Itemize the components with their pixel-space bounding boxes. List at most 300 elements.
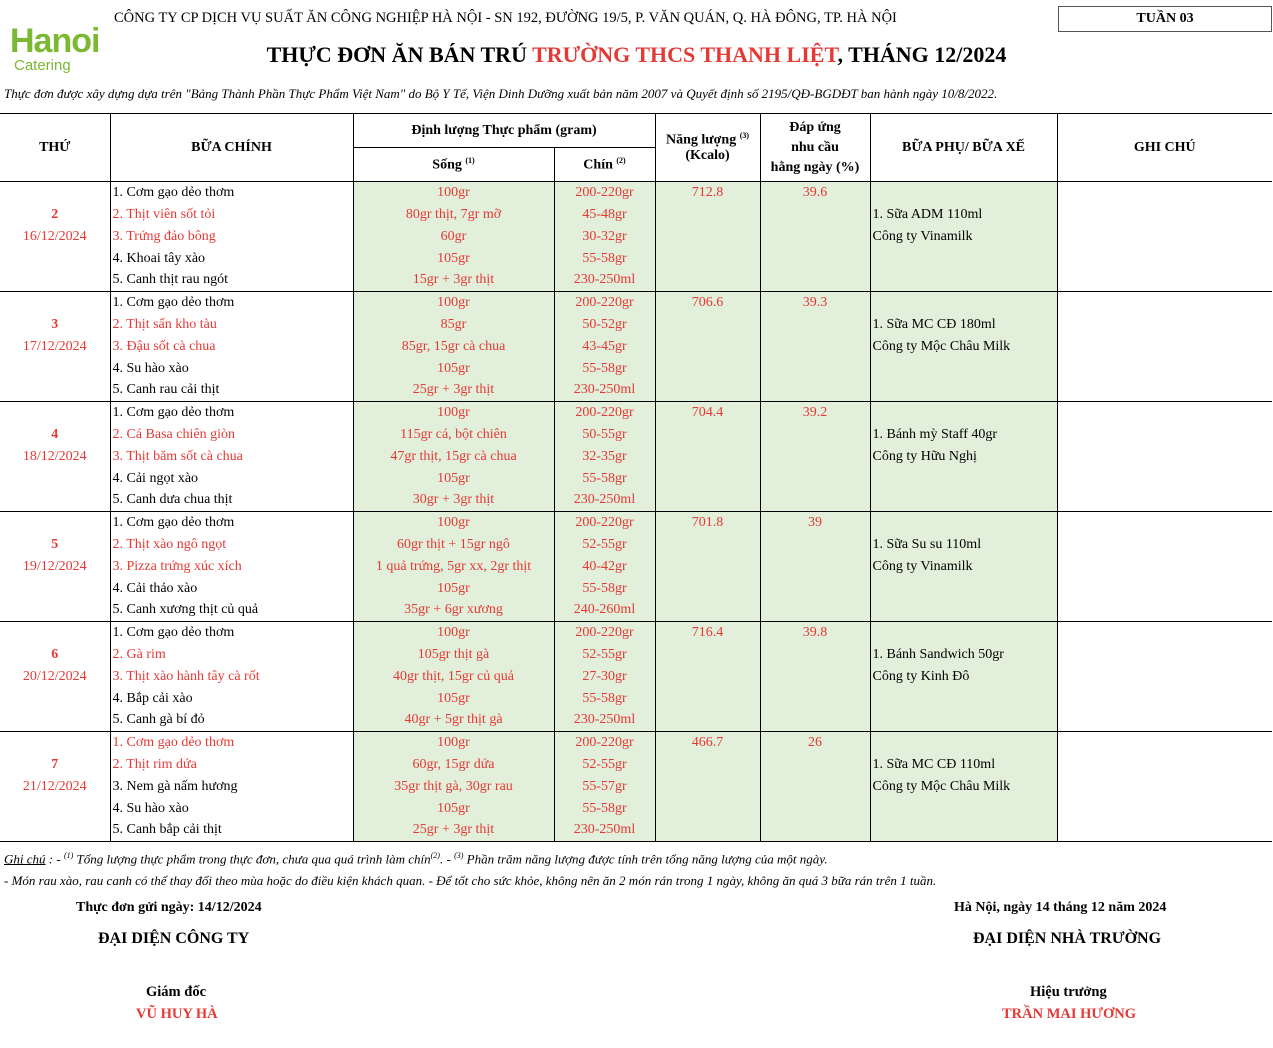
dish-name: 2. Thịt sấn kho tàu (110, 314, 353, 336)
raw-amount: 35gr + 6gr xương (353, 600, 554, 622)
menu-body (0, 182, 1272, 842)
header-chin (554, 148, 655, 182)
cooked-amount: 55-57gr (554, 776, 655, 798)
energy-cell (655, 468, 760, 490)
snack-cell (870, 292, 1057, 314)
menu-row (0, 688, 1272, 710)
note-cell (1057, 644, 1272, 666)
menu-row (0, 292, 1272, 314)
menu-row (0, 534, 1272, 556)
dish-name: 3. Thịt xào hành tây cà rốt (110, 666, 353, 688)
note-cell (1057, 512, 1272, 534)
percent-cell (760, 754, 870, 776)
dish-name: 2. Cá Basa chiên giòn (110, 424, 353, 446)
menu-row (0, 270, 1272, 292)
chin-sup: (2) (616, 155, 626, 165)
day-cell: 19/12/2024 (0, 556, 110, 578)
percent-cell (760, 490, 870, 512)
day-cell (0, 798, 110, 820)
title-month: , THÁNG 12/2024 (837, 42, 1007, 67)
raw-amount: 100gr (353, 732, 554, 754)
day-cell (0, 578, 110, 600)
snack-cell: Công ty Mộc Châu Milk (870, 776, 1057, 798)
raw-amount: 60gr thịt + 15gr ngô (353, 534, 554, 556)
snack-cell (870, 820, 1057, 842)
snack-cell (870, 182, 1057, 204)
raw-amount: 105gr (353, 468, 554, 490)
dish-name: 5. Canh rau cải thịt (110, 380, 353, 402)
ghi-chu-label: Ghi chú (4, 851, 46, 867)
day-cell (0, 732, 110, 754)
percent-cell (760, 776, 870, 798)
percent-cell (760, 248, 870, 270)
menu-row (0, 776, 1272, 798)
logo-subtitle: Catering (14, 57, 71, 74)
percent-cell (760, 534, 870, 556)
note-cell (1057, 600, 1272, 622)
cooked-amount: 32-35gr (554, 446, 655, 468)
snack-cell: Công ty Vinamilk (870, 556, 1057, 578)
percent-cell (760, 666, 870, 688)
note-cell (1057, 754, 1272, 776)
cooked-amount: 27-30gr (554, 666, 655, 688)
dish-name: 3. Đậu sốt cà chua (110, 336, 353, 358)
percent-cell (760, 358, 870, 380)
snack-cell (870, 710, 1057, 732)
percent-cell: 39.2 (760, 402, 870, 424)
menu-row (0, 600, 1272, 622)
day-cell: 4 (0, 424, 110, 446)
dish-name: 4. Cải thảo xào (110, 578, 353, 600)
menu-row (0, 402, 1272, 424)
dish-name: 1. Cơm gạo dẻo thơm (110, 512, 353, 534)
cooked-amount: 50-52gr (554, 314, 655, 336)
snack-cell (870, 688, 1057, 710)
raw-amount: 80gr thịt, 7gr mỡ (353, 204, 554, 226)
energy-cell (655, 248, 760, 270)
day-cell: 7 (0, 754, 110, 776)
raw-amount: 25gr + 3gr thịt (353, 820, 554, 842)
note-cell (1057, 424, 1272, 446)
menu-row (0, 512, 1272, 534)
raw-amount: 100gr (353, 622, 554, 644)
raw-amount: 60gr, 15gr dứa (353, 754, 554, 776)
energy-cell (655, 798, 760, 820)
page-title (0, 42, 1273, 68)
percent-cell (760, 204, 870, 226)
note-cell (1057, 776, 1272, 798)
cooked-amount: 52-55gr (554, 644, 655, 666)
footnote-line-2: - Món rau xào, rau canh có thể thay đổi theo mùa hoặc do điều kiện khách quan. - Để tốt cho sức khỏe, không nên ăn 2 món rán trong 1 ngày, không ăn quá 3 bữa rán trên 1 tuần. (4, 873, 937, 888)
percent-cell (760, 380, 870, 402)
energy-cell (655, 820, 760, 842)
footnote-sup-2: (2) (430, 851, 440, 860)
percent-cell (760, 270, 870, 292)
raw-amount: 30gr + 3gr thịt (353, 490, 554, 512)
snack-cell: 1. Bánh Sandwich 50gr (870, 644, 1057, 666)
cooked-amount: 200-220gr (554, 512, 655, 534)
dish-name: 5. Canh thịt rau ngót (110, 270, 353, 292)
day-cell (0, 292, 110, 314)
snack-cell (870, 732, 1057, 754)
source-note: Thực đơn được xây dựng dựa trên "Bảng Thành Phần Thực Phẩm Việt Nam" do Bộ Y Tế, Viện Dinh Dưỡng xuất bản năm 2007 và Quyết định số 2195/QĐ-BGDĐT ban hành ngày 10/8/2022. (4, 86, 998, 101)
header-dap-ung (760, 114, 870, 182)
snack-cell (870, 578, 1057, 600)
day-cell (0, 270, 110, 292)
raw-amount: 105gr (353, 688, 554, 710)
raw-amount: 40gr thịt, 15gr củ quả (353, 666, 554, 688)
energy-cell (655, 446, 760, 468)
menu-row (0, 578, 1272, 600)
raw-amount: 60gr (353, 226, 554, 248)
company-address: CÔNG TY CP DỊCH VỤ SUẤT ĂN CÔNG NGHIỆP HÀ NỘI - SN 192, ĐƯỜNG 19/5, P. VĂN QUÁN, Q. HÀ ĐÔNG, TP. HÀ NỘI (114, 10, 897, 26)
menu-row (0, 424, 1272, 446)
energy-cell: 701.8 (655, 512, 760, 534)
title-part-1: THỰC ĐƠN ĂN BÁN TRÚ (266, 42, 533, 67)
percent-cell: 39.8 (760, 622, 870, 644)
dish-name: 3. Pizza trứng xúc xích (110, 556, 353, 578)
footnote-text-a: Tổng lượng thực phẩm trong thực đơn, chưa qua quá trình làm chín (73, 851, 431, 867)
dish-name: 3. Thịt băm sốt cà chua (110, 446, 353, 468)
cooked-amount: 240-260ml (554, 600, 655, 622)
snack-cell (870, 402, 1057, 424)
energy-cell: 466.7 (655, 732, 760, 754)
raw-amount: 85gr (353, 314, 554, 336)
dish-name: 2. Gà rim (110, 644, 353, 666)
nang-luong-label: Năng lượng (665, 132, 737, 148)
dish-name: 2. Thịt xào ngô ngọt (110, 534, 353, 556)
cooked-amount: 55-58gr (554, 798, 655, 820)
cooked-amount: 52-55gr (554, 534, 655, 556)
snack-cell (870, 248, 1057, 270)
raw-amount: 105gr (353, 248, 554, 270)
menu-row (0, 754, 1272, 776)
day-cell: 21/12/2024 (0, 776, 110, 798)
dish-name: 5. Canh dưa chua thịt (110, 490, 353, 512)
company-representative: ĐẠI DIỆN CÔNG TY (98, 930, 250, 947)
header-thu: THỨ (0, 114, 110, 182)
cooked-amount: 55-58gr (554, 468, 655, 490)
percent-cell (760, 600, 870, 622)
dish-name: 1. Cơm gạo dẻo thơm (110, 402, 353, 424)
energy-cell (655, 600, 760, 622)
cooked-amount: 230-250ml (554, 380, 655, 402)
cooked-amount: 200-220gr (554, 732, 655, 754)
cooked-amount: 230-250ml (554, 490, 655, 512)
note-cell (1057, 226, 1272, 248)
menu-row (0, 798, 1272, 820)
percent-cell: 26 (760, 732, 870, 754)
snack-cell: Công ty Kinh Đô (870, 666, 1057, 688)
percent-cell (760, 424, 870, 446)
raw-amount: 100gr (353, 292, 554, 314)
day-cell (0, 688, 110, 710)
note-cell (1057, 798, 1272, 820)
dish-name: 3. Trứng đảo bông (110, 226, 353, 248)
footnote-sup-3: (3) (454, 851, 464, 860)
chin-label: Chín (583, 157, 613, 173)
day-cell: 2 (0, 204, 110, 226)
percent-cell: 39 (760, 512, 870, 534)
note-cell (1057, 336, 1272, 358)
day-cell: 16/12/2024 (0, 226, 110, 248)
header-bua-chinh: BỮA CHÍNH (110, 114, 353, 182)
energy-cell: 716.4 (655, 622, 760, 644)
percent-cell (760, 710, 870, 732)
cooked-amount: 55-58gr (554, 248, 655, 270)
note-cell (1057, 358, 1272, 380)
energy-cell (655, 776, 760, 798)
menu-row (0, 380, 1272, 402)
percent-cell (760, 226, 870, 248)
note-cell (1057, 490, 1272, 512)
energy-cell (655, 666, 760, 688)
header-bua-phu: BỮA PHỤ/ BỮA XẾ (870, 114, 1057, 182)
note-cell (1057, 578, 1272, 600)
day-cell (0, 380, 110, 402)
header-song (353, 148, 554, 182)
menu-row (0, 182, 1272, 204)
dish-name: 1. Cơm gạo dẻo thơm (110, 732, 353, 754)
raw-amount: 1 quả trứng, 5gr xx, 2gr thịt (353, 556, 554, 578)
snack-cell (870, 270, 1057, 292)
cooked-amount: 43-45gr (554, 336, 655, 358)
day-cell: 18/12/2024 (0, 446, 110, 468)
week-label: TUẦN 03 (1058, 6, 1272, 32)
principal-name: TRẦN MAI HƯƠNG (1002, 1006, 1136, 1022)
percent-cell (760, 820, 870, 842)
snack-cell (870, 380, 1057, 402)
day-cell (0, 490, 110, 512)
sent-date: Thực đơn gửi ngày: 14/12/2024 (76, 900, 262, 915)
note-cell (1057, 314, 1272, 336)
snack-cell: Công ty Mộc Châu Milk (870, 336, 1057, 358)
menu-row (0, 446, 1272, 468)
header-dinh-luong: Định lượng Thực phẩm (gram) (353, 114, 655, 148)
menu-row (0, 644, 1272, 666)
note-cell (1057, 402, 1272, 424)
dap-ung-line-3: hằng ngày (%) (770, 159, 860, 175)
footnote-line-1 (4, 851, 828, 867)
day-cell: 6 (0, 644, 110, 666)
snack-cell (870, 490, 1057, 512)
energy-cell (655, 556, 760, 578)
energy-cell (655, 336, 760, 358)
cooked-amount: 30-32gr (554, 226, 655, 248)
menu-row (0, 732, 1272, 754)
percent-cell (760, 446, 870, 468)
raw-amount: 35gr thịt gà, 30gr rau (353, 776, 554, 798)
menu-row (0, 622, 1272, 644)
energy-cell (655, 358, 760, 380)
snack-cell: Công ty Vinamilk (870, 226, 1057, 248)
cooked-amount: 200-220gr (554, 622, 655, 644)
percent-cell (760, 578, 870, 600)
energy-cell (655, 578, 760, 600)
raw-amount: 105gr (353, 578, 554, 600)
dish-name: 2. Thịt viên sốt tỏi (110, 204, 353, 226)
header-ghi-chu: GHI CHÚ (1057, 114, 1272, 182)
snack-cell: Công ty Hữu Nghị (870, 446, 1057, 468)
percent-cell (760, 644, 870, 666)
raw-amount: 105gr (353, 798, 554, 820)
note-cell (1057, 556, 1272, 578)
dish-name: 5. Canh bắp cải thịt (110, 820, 353, 842)
raw-amount: 115gr cá, bột chiên (353, 424, 554, 446)
snack-cell (870, 798, 1057, 820)
note-cell (1057, 666, 1272, 688)
note-cell (1057, 622, 1272, 644)
day-cell: 20/12/2024 (0, 666, 110, 688)
note-cell (1057, 380, 1272, 402)
day-cell: 17/12/2024 (0, 336, 110, 358)
snack-cell: 1. Bánh mỳ Staff 40gr (870, 424, 1057, 446)
snack-cell: 1. Sữa MC CĐ 180ml (870, 314, 1057, 336)
footnote-sep: : - (45, 851, 64, 867)
percent-cell (760, 336, 870, 358)
cooked-amount: 200-220gr (554, 402, 655, 424)
raw-amount: 15gr + 3gr thịt (353, 270, 554, 292)
menu-row (0, 204, 1272, 226)
note-cell (1057, 270, 1272, 292)
dish-name: 4. Khoai tây xào (110, 248, 353, 270)
day-cell (0, 512, 110, 534)
energy-cell (655, 204, 760, 226)
energy-cell: 706.6 (655, 292, 760, 314)
percent-cell: 39.6 (760, 182, 870, 204)
dish-name: 5. Canh xương thịt củ quả (110, 600, 353, 622)
energy-cell (655, 754, 760, 776)
cooked-amount: 230-250ml (554, 710, 655, 732)
note-cell (1057, 446, 1272, 468)
menu-row (0, 556, 1272, 578)
snack-cell: 1. Sữa MC CĐ 110ml (870, 754, 1057, 776)
energy-cell (655, 644, 760, 666)
cooked-amount: 50-55gr (554, 424, 655, 446)
principal-title: Hiệu trưởng (1030, 984, 1107, 1000)
menu-row (0, 490, 1272, 512)
dish-name: 4. Bắp cải xào (110, 688, 353, 710)
dish-name: 1. Cơm gạo dẻo thơm (110, 182, 353, 204)
cooked-amount: 230-250ml (554, 270, 655, 292)
energy-cell (655, 380, 760, 402)
raw-amount: 47gr thịt, 15gr cà chua (353, 446, 554, 468)
day-cell (0, 358, 110, 380)
nang-luong-sup: (3) (739, 130, 750, 140)
kcalo-label: (Kcalo) (685, 148, 730, 164)
energy-cell (655, 490, 760, 512)
menu-row (0, 226, 1272, 248)
dish-name: 4. Su hào xào (110, 358, 353, 380)
director-title: Giám đốc (146, 984, 207, 1000)
menu-row (0, 314, 1272, 336)
snack-cell (870, 512, 1057, 534)
dish-name: 1. Cơm gạo dẻo thơm (110, 622, 353, 644)
note-cell (1057, 534, 1272, 556)
raw-amount: 100gr (353, 402, 554, 424)
energy-cell (655, 424, 760, 446)
note-cell (1057, 292, 1272, 314)
place-date: Hà Nội, ngày 14 tháng 12 năm 2024 (954, 900, 1167, 915)
cooked-amount: 52-55gr (554, 754, 655, 776)
logo-wordmark: Hanoi (10, 22, 100, 60)
cooked-amount: 55-58gr (554, 358, 655, 380)
dish-name: 2. Thịt rim dứa (110, 754, 353, 776)
note-cell (1057, 182, 1272, 204)
footnote-text-b: . - (439, 851, 455, 867)
footnote-sup-1: (1) (63, 851, 74, 860)
day-cell: 3 (0, 314, 110, 336)
raw-amount: 25gr + 3gr thịt (353, 380, 554, 402)
energy-cell (655, 688, 760, 710)
dish-name: 5. Canh gà bí đỏ (110, 710, 353, 732)
day-cell (0, 402, 110, 424)
snack-cell (870, 358, 1057, 380)
day-cell (0, 600, 110, 622)
menu-row (0, 468, 1272, 490)
day-cell (0, 820, 110, 842)
cooked-amount: 200-220gr (554, 182, 655, 204)
note-cell (1057, 732, 1272, 754)
percent-cell (760, 798, 870, 820)
percent-cell (760, 688, 870, 710)
snack-cell: 1. Sữa ADM 110ml (870, 204, 1057, 226)
energy-cell (655, 226, 760, 248)
menu-row (0, 666, 1272, 688)
footnote-text-c: Phần trăm năng lượng được tính trên tổng năng lượng của một ngày. (463, 851, 828, 867)
menu-row (0, 248, 1272, 270)
raw-amount: 100gr (353, 512, 554, 534)
note-cell (1057, 468, 1272, 490)
cooked-amount: 40-42gr (554, 556, 655, 578)
day-cell (0, 622, 110, 644)
title-school: TRƯỜNG THCS THANH LIỆT (532, 42, 838, 67)
energy-cell: 704.4 (655, 402, 760, 424)
day-cell (0, 468, 110, 490)
menu-row (0, 358, 1272, 380)
note-cell (1057, 204, 1272, 226)
snack-cell (870, 600, 1057, 622)
cooked-amount: 45-48gr (554, 204, 655, 226)
raw-amount: 105gr thịt gà (353, 644, 554, 666)
percent-cell: 39.3 (760, 292, 870, 314)
snack-cell (870, 468, 1057, 490)
raw-amount: 105gr (353, 358, 554, 380)
dish-name: 3. Nem gà nấm hương (110, 776, 353, 798)
day-cell: 5 (0, 534, 110, 556)
snack-cell (870, 622, 1057, 644)
dap-ung-line-2: nhu cầu (791, 139, 839, 155)
energy-cell (655, 314, 760, 336)
cooked-amount: 200-220gr (554, 292, 655, 314)
song-label: Sống (432, 157, 462, 173)
menu-row (0, 710, 1272, 732)
snack-cell: 1. Sữa Su su 110ml (870, 534, 1057, 556)
day-cell (0, 248, 110, 270)
energy-cell (655, 710, 760, 732)
note-cell (1057, 248, 1272, 270)
raw-amount: 40gr + 5gr thịt gà (353, 710, 554, 732)
energy-cell (655, 270, 760, 292)
raw-amount: 100gr (353, 182, 554, 204)
song-sup: (1) (465, 155, 475, 165)
dish-name: 4. Su hào xào (110, 798, 353, 820)
cooked-amount: 55-58gr (554, 578, 655, 600)
day-cell (0, 710, 110, 732)
header-nang-luong (655, 114, 760, 182)
percent-cell (760, 468, 870, 490)
day-cell (0, 182, 110, 204)
